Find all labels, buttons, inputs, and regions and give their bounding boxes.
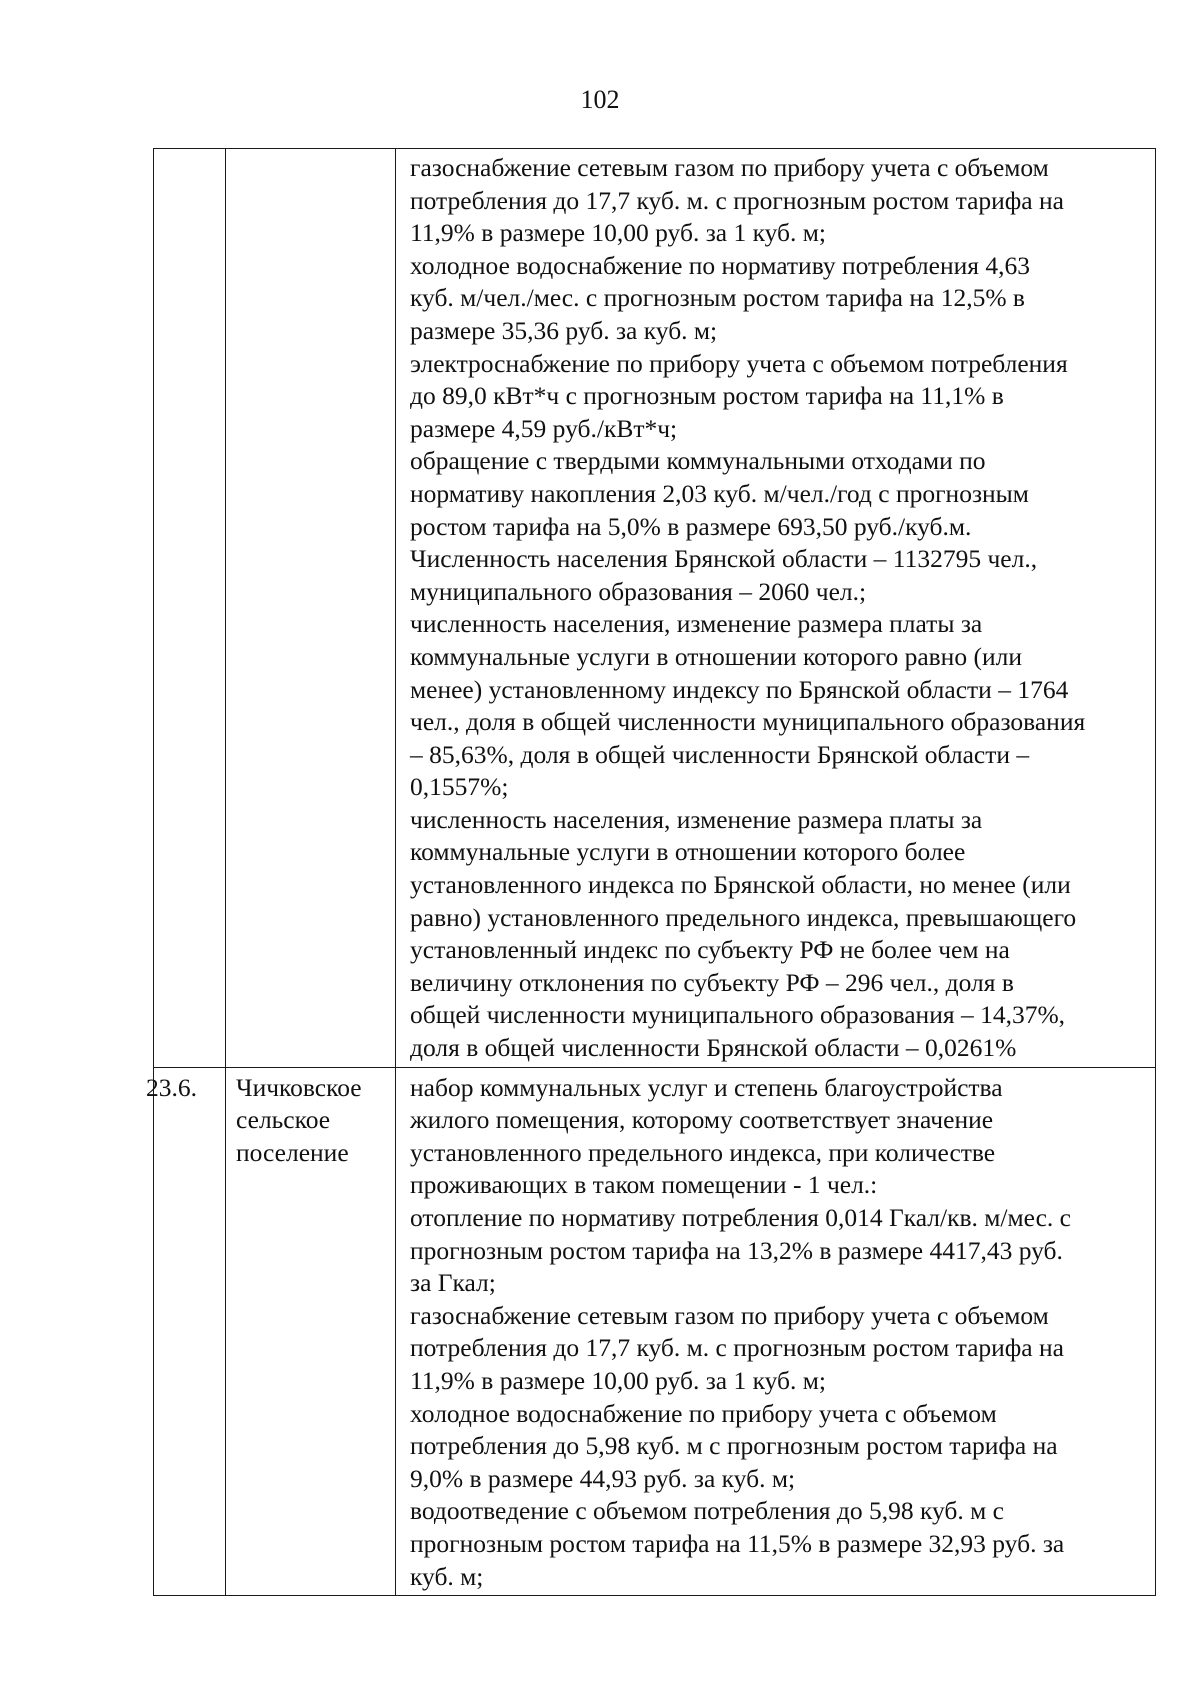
description-line: – 85,63%, доля в общей численности Брянской области –: [410, 739, 1030, 769]
description-line: водоотведение с объемом потребления до 5,98 куб. м с: [410, 1496, 1004, 1526]
description-line: до 89,0 кВт*ч с прогнозным ростом тарифа на 11,1% в: [410, 381, 1004, 411]
description-line: численность населения, изменение размера платы за: [410, 804, 983, 834]
description-line: величину отклонения по субъекту РФ – 296 чел., доля в: [410, 967, 1014, 997]
description-line: Численность населения Брянской области – 1132795 чел.,: [410, 544, 1038, 574]
description-line: размере 35,36 руб. за куб. м;: [410, 315, 718, 345]
description-line: обращение с твердыми коммунальными отходами по: [410, 446, 986, 476]
settlement-name-line: поселение: [236, 1137, 349, 1167]
description-line: 11,9% в размере 10,00 руб. за 1 куб. м;: [410, 1365, 826, 1395]
table-row: [154, 1067, 1156, 1596]
description-line: холодное водоснабжение по прибору учета с объемом: [410, 1398, 997, 1428]
description-line: общей численности муниципального образования – 14,37%,: [410, 1000, 1066, 1030]
description-line: 9,0% в размере 44,93 руб. за куб. м;: [410, 1463, 796, 1493]
row-number-cell: [154, 149, 226, 1068]
description-line: холодное водоснабжение по нормативу потребления 4,63: [410, 250, 1030, 280]
description-line: коммунальные услуги в отношении которого более: [410, 837, 966, 867]
description-line: чел., доля в общей численности муниципального образования: [410, 707, 1086, 737]
description-line: равно) установленного предельного индекса, превышающего: [410, 902, 1077, 932]
description-line: электроснабжение по прибору учета с объемом потребления: [410, 348, 1068, 378]
description-line: куб. м;: [410, 1561, 484, 1591]
settlement-name-cell: [226, 149, 396, 1068]
description-line: доля в общей численности Брянской области – 0,0261%: [410, 1033, 1017, 1063]
description-line: менее) установленному индексу по Брянской области – 1764: [410, 674, 1069, 704]
description-line: размере 4,59 руб./кВт*ч;: [410, 413, 678, 443]
description-line: численность населения, изменение размера платы за: [410, 609, 983, 639]
description-line: нормативу накопления 2,03 куб. м/чел./год с прогнозным: [410, 478, 1029, 508]
description-line: муниципального образования – 2060 чел.;: [410, 576, 867, 606]
description-line: куб. м/чел./мес. с прогнозным ростом тарифа на 12,5% в: [410, 283, 1025, 313]
table-row: [154, 149, 1156, 1068]
description-line: набор коммунальных услуг и степень благоустройства: [410, 1072, 1003, 1102]
settlement-name-line: сельское: [236, 1105, 331, 1135]
description-line: за Гкал;: [410, 1268, 496, 1298]
description-line: прогнозным ростом тарифа на 13,2% в размере 4417,43 руб.: [410, 1235, 1063, 1265]
row-number: 23.6.: [146, 1072, 197, 1102]
description-cell: [396, 149, 1156, 1068]
description-line: проживающих в таком помещении - 1 чел.:: [410, 1170, 878, 1200]
description-cell: [396, 1067, 1156, 1596]
description-line: коммунальные услуги в отношении которого равно (или: [410, 641, 1022, 671]
row-number-cell: [146, 1067, 226, 1596]
description-line: установленного индекса по Брянской области, но менее (или: [410, 870, 1071, 900]
description-line: ростом тарифа на 5,0% в размере 693,50 руб./куб.м.: [410, 511, 972, 541]
page-number: 102: [580, 85, 620, 114]
tariff-table: [146, 148, 1156, 1596]
description-line: газоснабжение сетевым газом по прибору учета с объемом: [410, 153, 1049, 182]
description-line: жилого помещения, которому соответствует значение: [410, 1105, 994, 1135]
description-line: потребления до 17,7 куб. м. с прогнозным ростом тарифа на: [410, 1333, 1064, 1363]
description-line: прогнозным ростом тарифа на 11,5% в размере 32,93 руб. за: [410, 1528, 1065, 1558]
settlement-name-cell: [226, 1067, 396, 1596]
description-line: 0,1557%;: [410, 772, 509, 802]
description-line: потребления до 17,7 куб. м. с прогнозным ростом тарифа на: [410, 185, 1064, 215]
settlement-name-line: Чичковское: [236, 1072, 362, 1102]
description-line: газоснабжение сетевым газом по прибору учета с объемом: [410, 1300, 1049, 1330]
description-line: 11,9% в размере 10,00 руб. за 1 куб. м;: [410, 218, 826, 248]
description-line: установленный индекс по субъекту РФ не более чем на: [410, 935, 1010, 965]
description-line: отопление по нормативу потребления 0,014 Гкал/кв. м/мес. с: [410, 1203, 1071, 1232]
description-line: установленного предельного индекса, при количестве: [410, 1137, 996, 1167]
description-line: потребления до 5,98 куб. м с прогнозным ростом тарифа на: [410, 1431, 1058, 1461]
